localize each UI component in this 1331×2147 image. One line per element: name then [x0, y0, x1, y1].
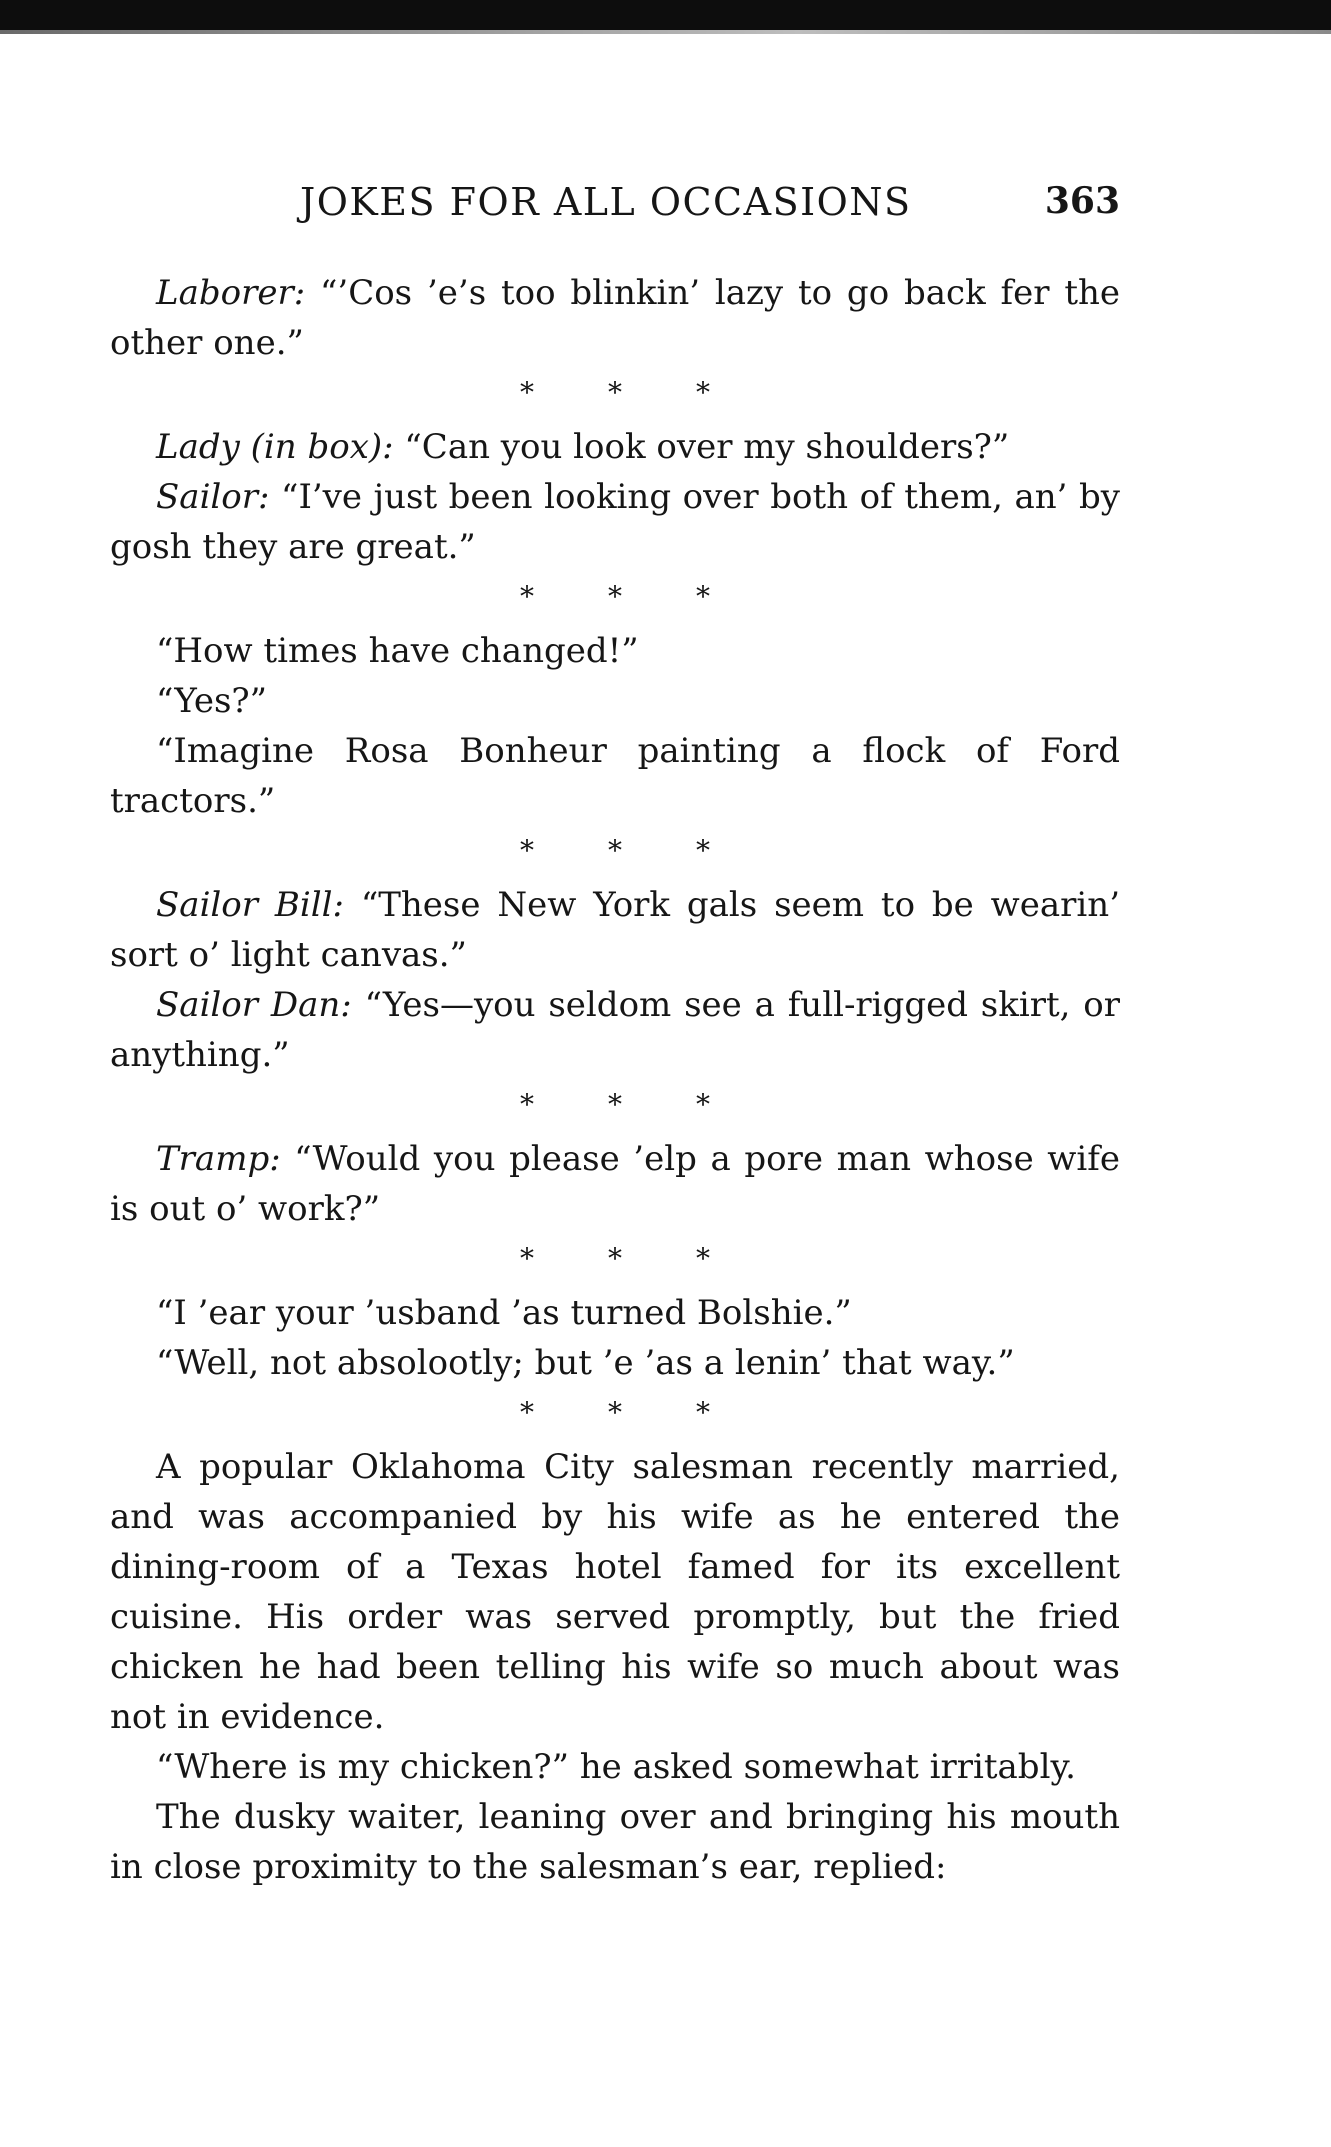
separator-star: * [608, 580, 622, 613]
dialogue-text: “Yes?” [156, 681, 267, 721]
scan-top-edge [0, 0, 1331, 30]
joke-line [110, 626, 1120, 676]
story-paragraph [110, 1742, 1120, 1792]
joke-block [110, 422, 1120, 572]
speaker-label: Tramp: [156, 1139, 281, 1179]
joke-block [110, 1442, 1120, 1892]
separator-star: * [696, 1396, 710, 1429]
joke-line [110, 1134, 1120, 1234]
joke-block [110, 880, 1120, 1080]
joke-line [110, 880, 1120, 980]
dialogue-text: “Imagine Rosa Bonheur painting a flock of Ford tractors.” [110, 731, 1120, 821]
dialogue-text: “I ’ear your ’usband ’as turned Bolshie.” [156, 1293, 852, 1333]
dialogue-text: A popular Oklahoma City salesman recently married, and was accompanied by his wife as he entered the dining-room of a Texas hotel famed for its excellent cuisine. His order was served promptly, but the fried chicken he had been telling his wife so much about was not in evidence. [110, 1447, 1120, 1737]
separator-star: * [520, 1088, 534, 1121]
joke-line [110, 676, 1120, 726]
section-separator [110, 826, 1120, 876]
joke-line [110, 1288, 1120, 1338]
separator-star: * [696, 580, 710, 613]
separator-star: * [696, 1088, 710, 1121]
dialogue-text: “Yes—you seldom see a full-rigged skirt, or anything.” [110, 985, 1120, 1075]
separator-star: * [608, 1396, 622, 1429]
separator-star: * [696, 376, 710, 409]
speaker-label: Sailor Bill: [156, 885, 344, 925]
separator-star: * [608, 1088, 622, 1121]
joke-line [110, 980, 1120, 1080]
story-paragraph [110, 1792, 1120, 1892]
joke-block [110, 268, 1120, 368]
separator-star: * [608, 376, 622, 409]
book-page [110, 180, 1120, 1892]
separator-star: * [520, 376, 534, 409]
dialogue-text: “These New York gals seem to be wearin’ sort o’ light canvas.” [110, 885, 1120, 975]
speaker-label: Sailor: [156, 477, 270, 517]
joke-line [110, 268, 1120, 368]
joke-line [110, 1338, 1120, 1388]
speaker-label: Laborer: [156, 273, 306, 313]
separator-star: * [696, 834, 710, 867]
dialogue-text: “’Cos ’e’s too blinkin’ lazy to go back fer the other one.” [110, 273, 1120, 363]
separator-star: * [520, 1242, 534, 1275]
section-separator [110, 1388, 1120, 1438]
running-header [110, 180, 1120, 240]
separator-star: * [608, 834, 622, 867]
speaker-label: Lady (in box): [156, 427, 394, 467]
dialogue-text: “Can you look over my shoulders?” [393, 427, 1010, 467]
separator-star: * [520, 580, 534, 613]
dialogue-text: “I’ve just been looking over both of them, an’ by gosh they are great.” [110, 477, 1120, 567]
dialogue-text: The dusky waiter, leaning over and bringing his mouth in close proximity to the salesman’s ear, replied: [110, 1797, 1120, 1887]
joke-line [110, 726, 1120, 826]
separator-star: * [608, 1242, 622, 1275]
page-number: 363 [1044, 180, 1120, 222]
joke-line [110, 422, 1120, 472]
section-separator [110, 1080, 1120, 1130]
section-separator [110, 572, 1120, 622]
running-title: JOKES FOR ALL OCCASIONS [300, 180, 912, 224]
story-paragraph [110, 1442, 1120, 1742]
joke-block [110, 1288, 1120, 1388]
section-separator [110, 1234, 1120, 1284]
joke-block [110, 1134, 1120, 1234]
separator-star: * [520, 834, 534, 867]
dialogue-text: “How times have changed!” [156, 631, 639, 671]
dialogue-text: “Where is my chicken?” he asked somewhat irritably. [156, 1747, 1076, 1787]
separator-star: * [520, 1396, 534, 1429]
separator-star: * [696, 1242, 710, 1275]
dialogue-text: “Would you please ’elp a pore man whose wife is out o’ work?” [110, 1139, 1120, 1229]
section-separator [110, 368, 1120, 418]
dialogue-text: “Well, not absolootly; but ’e ’as a lenin’ that way.” [156, 1343, 1015, 1383]
joke-line [110, 472, 1120, 572]
joke-block [110, 626, 1120, 826]
speaker-label: Sailor Dan: [156, 985, 352, 1025]
